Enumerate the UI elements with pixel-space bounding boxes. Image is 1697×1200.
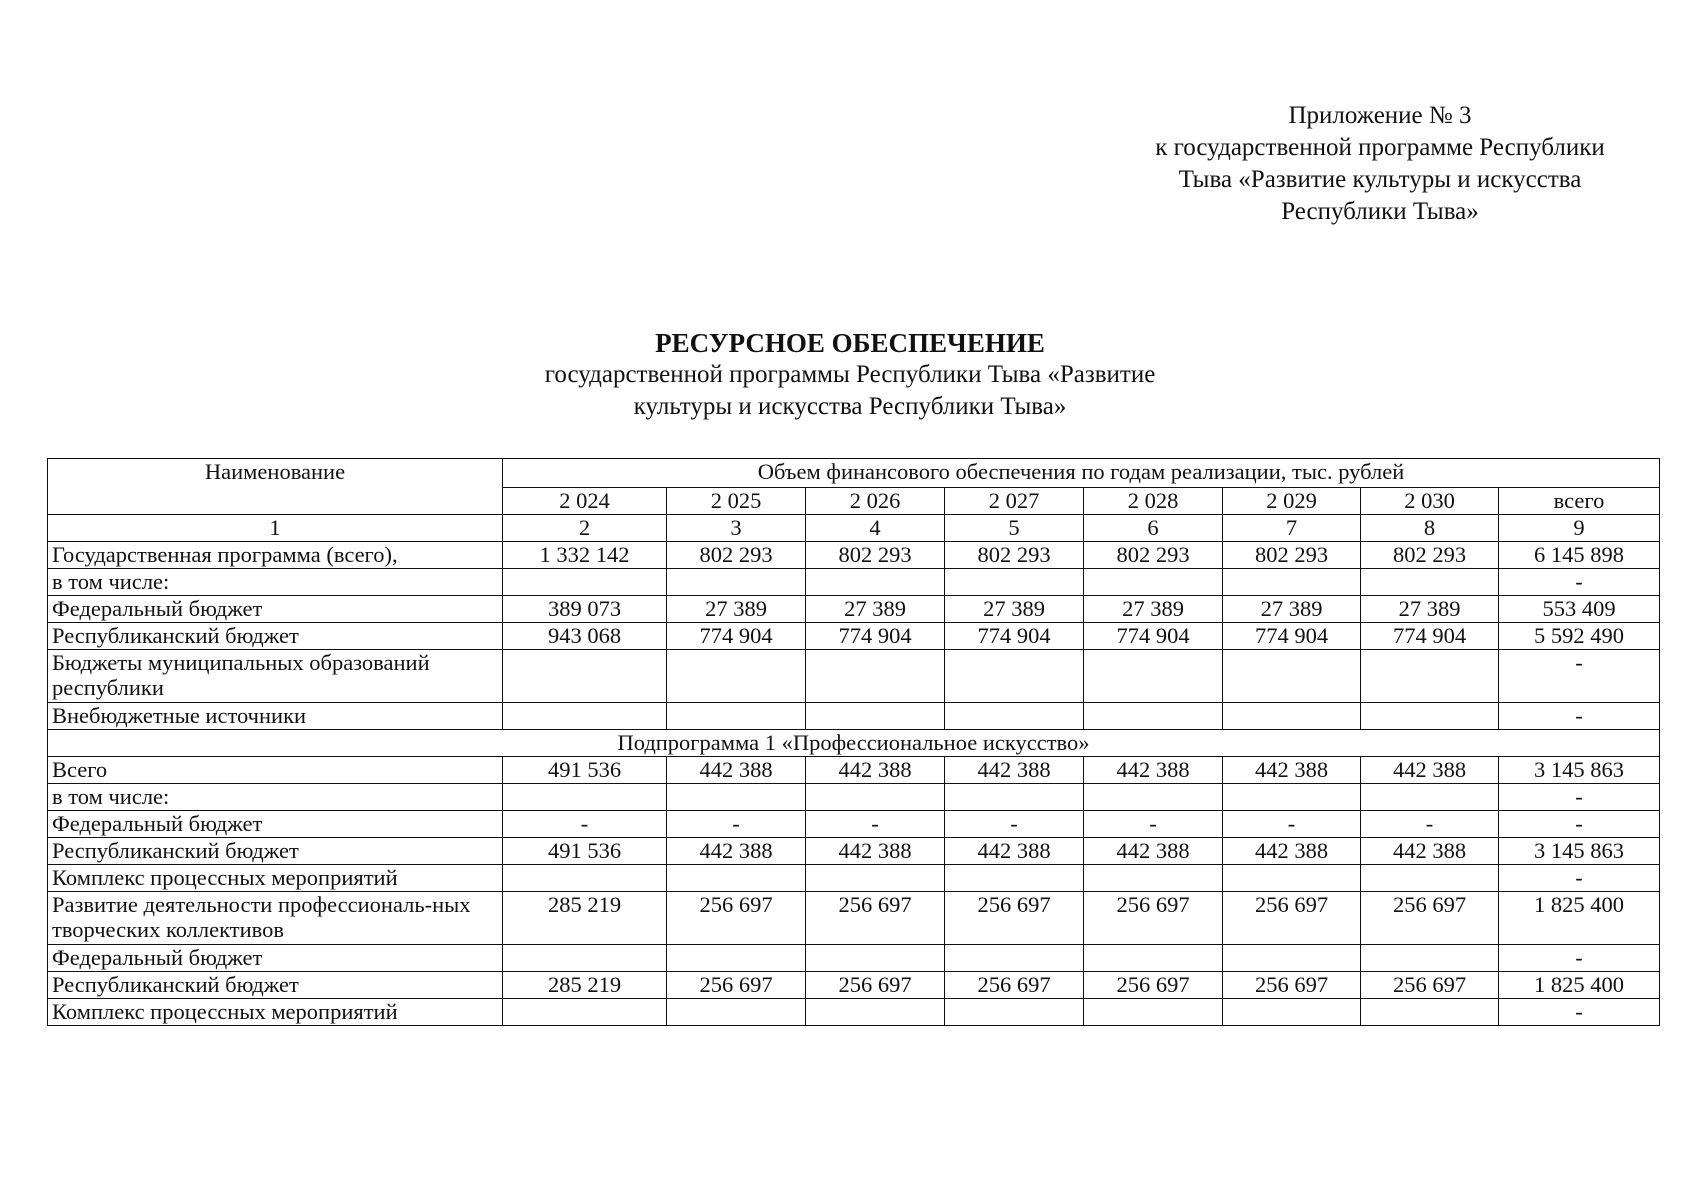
row-value: 285 219 <box>503 972 667 999</box>
row-name: Федеральный бюджет <box>48 811 503 838</box>
row-value: 256 697 <box>1361 972 1499 999</box>
row-value: 943 068 <box>503 623 667 650</box>
header-year: 2 026 <box>806 488 945 515</box>
row-name: Федеральный бюджет <box>48 596 503 623</box>
row-value: 256 697 <box>1084 892 1223 945</box>
row-value: 802 293 <box>945 542 1084 569</box>
row-value: 6 145 898 <box>1499 542 1660 569</box>
row-value <box>1361 999 1499 1026</box>
row-value <box>667 569 806 596</box>
row-value <box>503 703 667 730</box>
row-name: Федеральный бюджет <box>48 945 503 972</box>
row-value: - <box>1499 865 1660 892</box>
row-value: 256 697 <box>1223 892 1361 945</box>
column-number: 9 <box>1499 515 1660 542</box>
row-value: 389 073 <box>503 596 667 623</box>
column-number: 2 <box>503 515 667 542</box>
row-value <box>667 999 806 1026</box>
row-value: 256 697 <box>1361 892 1499 945</box>
row-name: Развитие деятельности профессиональ-ных творческих коллективов <box>48 892 503 945</box>
row-name: Республиканский бюджет <box>48 838 503 865</box>
table-row <box>48 650 1660 703</box>
row-value: 774 904 <box>1223 623 1361 650</box>
row-name: Комплекс процессных мероприятий <box>48 865 503 892</box>
row-value <box>806 945 945 972</box>
row-value <box>1223 650 1361 703</box>
row-name: Бюджеты муниципальных образований республики <box>48 650 503 703</box>
row-value <box>1223 569 1361 596</box>
row-value: 256 697 <box>1084 972 1223 999</box>
table-row <box>48 945 1660 972</box>
header-year: 2 027 <box>945 488 1084 515</box>
row-value <box>1361 703 1499 730</box>
table-row <box>48 999 1660 1026</box>
row-value <box>1223 999 1361 1026</box>
row-value <box>1223 703 1361 730</box>
column-number: 3 <box>667 515 806 542</box>
row-value <box>1361 784 1499 811</box>
row-name: Внебюджетные источники <box>48 703 503 730</box>
row-value <box>503 650 667 703</box>
row-value: 491 536 <box>503 838 667 865</box>
column-number: 5 <box>945 515 1084 542</box>
row-value: - <box>1499 784 1660 811</box>
row-value <box>806 569 945 596</box>
header-year: всего <box>1499 488 1660 515</box>
column-number: 1 <box>48 515 503 542</box>
row-value <box>667 945 806 972</box>
header-name: Наименование <box>48 459 503 515</box>
row-value <box>945 703 1084 730</box>
row-value: 802 293 <box>1084 542 1223 569</box>
row-value: 802 293 <box>806 542 945 569</box>
row-value: 256 697 <box>945 892 1084 945</box>
row-value <box>1084 703 1223 730</box>
row-value: 774 904 <box>1084 623 1223 650</box>
row-value: 774 904 <box>806 623 945 650</box>
row-value: - <box>503 811 667 838</box>
row-value <box>945 999 1084 1026</box>
appendix-note <box>1080 100 1680 228</box>
document-subtitle-line-2: культуры и искусства Республики Тыва» <box>633 393 1067 420</box>
row-value: 442 388 <box>1223 838 1361 865</box>
table-row <box>48 623 1660 650</box>
row-value <box>1361 945 1499 972</box>
column-number: 7 <box>1223 515 1361 542</box>
table-row <box>48 757 1660 784</box>
appendix-line-4: Республики Тыва» <box>1281 198 1479 225</box>
row-value <box>1084 999 1223 1026</box>
row-value <box>806 999 945 1026</box>
row-value <box>945 569 1084 596</box>
column-number: 6 <box>1084 515 1223 542</box>
row-value: 5 592 490 <box>1499 623 1660 650</box>
header-year: 2 024 <box>503 488 667 515</box>
row-value <box>806 703 945 730</box>
table-row <box>48 865 1660 892</box>
table-row <box>48 542 1660 569</box>
row-value: 256 697 <box>1223 972 1361 999</box>
row-value <box>1361 650 1499 703</box>
column-number: 4 <box>806 515 945 542</box>
row-value: - <box>1499 945 1660 972</box>
row-value: 3 145 863 <box>1499 838 1660 865</box>
subprogram-row <box>48 730 1660 757</box>
row-value: 1 825 400 <box>1499 972 1660 999</box>
row-value: - <box>945 811 1084 838</box>
document-title: РЕСУРСНОЕ ОБЕСПЕЧЕНИЕ <box>655 328 1045 358</box>
row-name: Республиканский бюджет <box>48 623 503 650</box>
row-value: 442 388 <box>667 838 806 865</box>
row-value: 27 389 <box>945 596 1084 623</box>
appendix-line-3: Тыва «Развитие культуры и искусства <box>1178 166 1582 193</box>
row-value: - <box>1499 811 1660 838</box>
row-value: 1 332 142 <box>503 542 667 569</box>
row-value: 553 409 <box>1499 596 1660 623</box>
row-name: Государственная программа (всего), <box>48 542 503 569</box>
row-value: 1 825 400 <box>1499 892 1660 945</box>
row-value <box>667 703 806 730</box>
row-value <box>1223 784 1361 811</box>
row-value: 442 388 <box>1361 838 1499 865</box>
row-value: 442 388 <box>945 757 1084 784</box>
row-value <box>667 865 806 892</box>
header-volume: Объем финансового обеспечения по годам реализации, тыс. рублей <box>503 459 1660 488</box>
row-value <box>945 650 1084 703</box>
table-row <box>48 972 1660 999</box>
row-name: Всего <box>48 757 503 784</box>
document-heading <box>400 327 1300 423</box>
row-value: 491 536 <box>503 757 667 784</box>
row-name: Комплекс процессных мероприятий <box>48 999 503 1026</box>
row-value <box>503 569 667 596</box>
row-value: 774 904 <box>1361 623 1499 650</box>
row-value <box>1361 569 1499 596</box>
resource-table <box>47 458 1660 1026</box>
row-value <box>1084 945 1223 972</box>
appendix-line-1: Приложение № 3 <box>1288 102 1472 129</box>
row-value: - <box>667 811 806 838</box>
table-row <box>48 703 1660 730</box>
row-value: 802 293 <box>667 542 806 569</box>
row-value: - <box>1499 650 1660 703</box>
table-row <box>48 569 1660 596</box>
row-value <box>945 784 1084 811</box>
row-value: - <box>806 811 945 838</box>
header-year: 2 025 <box>667 488 806 515</box>
row-value: 27 389 <box>667 596 806 623</box>
row-value: 27 389 <box>1361 596 1499 623</box>
document-subtitle-line-1: государственной программы Республики Тыва «Развитие <box>544 361 1156 388</box>
row-value <box>1084 569 1223 596</box>
row-value <box>503 945 667 972</box>
row-value <box>1223 945 1361 972</box>
row-value: 256 697 <box>667 892 806 945</box>
row-value: 802 293 <box>1361 542 1499 569</box>
row-value: 27 389 <box>1223 596 1361 623</box>
row-value: - <box>1499 569 1660 596</box>
row-name: в том числе: <box>48 569 503 596</box>
row-value: 442 388 <box>1223 757 1361 784</box>
appendix-line-2: к государственной программе Республики <box>1155 134 1605 161</box>
subprogram-title: Подпрограмма 1 «Профессиональное искусство» <box>48 730 1660 757</box>
row-value: - <box>1499 703 1660 730</box>
row-value <box>667 784 806 811</box>
row-value: - <box>1361 811 1499 838</box>
row-value: 442 388 <box>1084 838 1223 865</box>
row-value: 256 697 <box>945 972 1084 999</box>
row-name: в том числе: <box>48 784 503 811</box>
column-number: 8 <box>1361 515 1499 542</box>
table-row <box>48 784 1660 811</box>
table-row <box>48 811 1660 838</box>
row-value: 256 697 <box>667 972 806 999</box>
row-value: - <box>1499 999 1660 1026</box>
header-year: 2 030 <box>1361 488 1499 515</box>
row-value <box>806 650 945 703</box>
row-value: 442 388 <box>806 757 945 784</box>
header-year: 2 029 <box>1223 488 1361 515</box>
row-value <box>945 945 1084 972</box>
row-value: 256 697 <box>806 972 945 999</box>
row-value <box>1084 865 1223 892</box>
row-value <box>503 865 667 892</box>
row-value <box>1223 865 1361 892</box>
row-value: 774 904 <box>667 623 806 650</box>
row-value <box>503 784 667 811</box>
header-year: 2 028 <box>1084 488 1223 515</box>
row-value: 27 389 <box>1084 596 1223 623</box>
row-value: 442 388 <box>806 838 945 865</box>
row-value <box>667 650 806 703</box>
table-row <box>48 838 1660 865</box>
row-value: 442 388 <box>667 757 806 784</box>
row-value: - <box>1223 811 1361 838</box>
row-value: 442 388 <box>1084 757 1223 784</box>
row-value <box>1084 650 1223 703</box>
row-value <box>503 999 667 1026</box>
row-value: 27 389 <box>806 596 945 623</box>
row-value <box>1084 784 1223 811</box>
row-value: 802 293 <box>1223 542 1361 569</box>
row-value: 256 697 <box>806 892 945 945</box>
row-name: Республиканский бюджет <box>48 972 503 999</box>
table-row <box>48 892 1660 945</box>
row-value <box>945 865 1084 892</box>
row-value <box>806 784 945 811</box>
table-row <box>48 596 1660 623</box>
row-value <box>1361 865 1499 892</box>
row-value: - <box>1084 811 1223 838</box>
row-value <box>806 865 945 892</box>
row-value: 442 388 <box>945 838 1084 865</box>
row-value: 774 904 <box>945 623 1084 650</box>
row-value: 442 388 <box>1361 757 1499 784</box>
row-value: 3 145 863 <box>1499 757 1660 784</box>
row-value: 285 219 <box>503 892 667 945</box>
